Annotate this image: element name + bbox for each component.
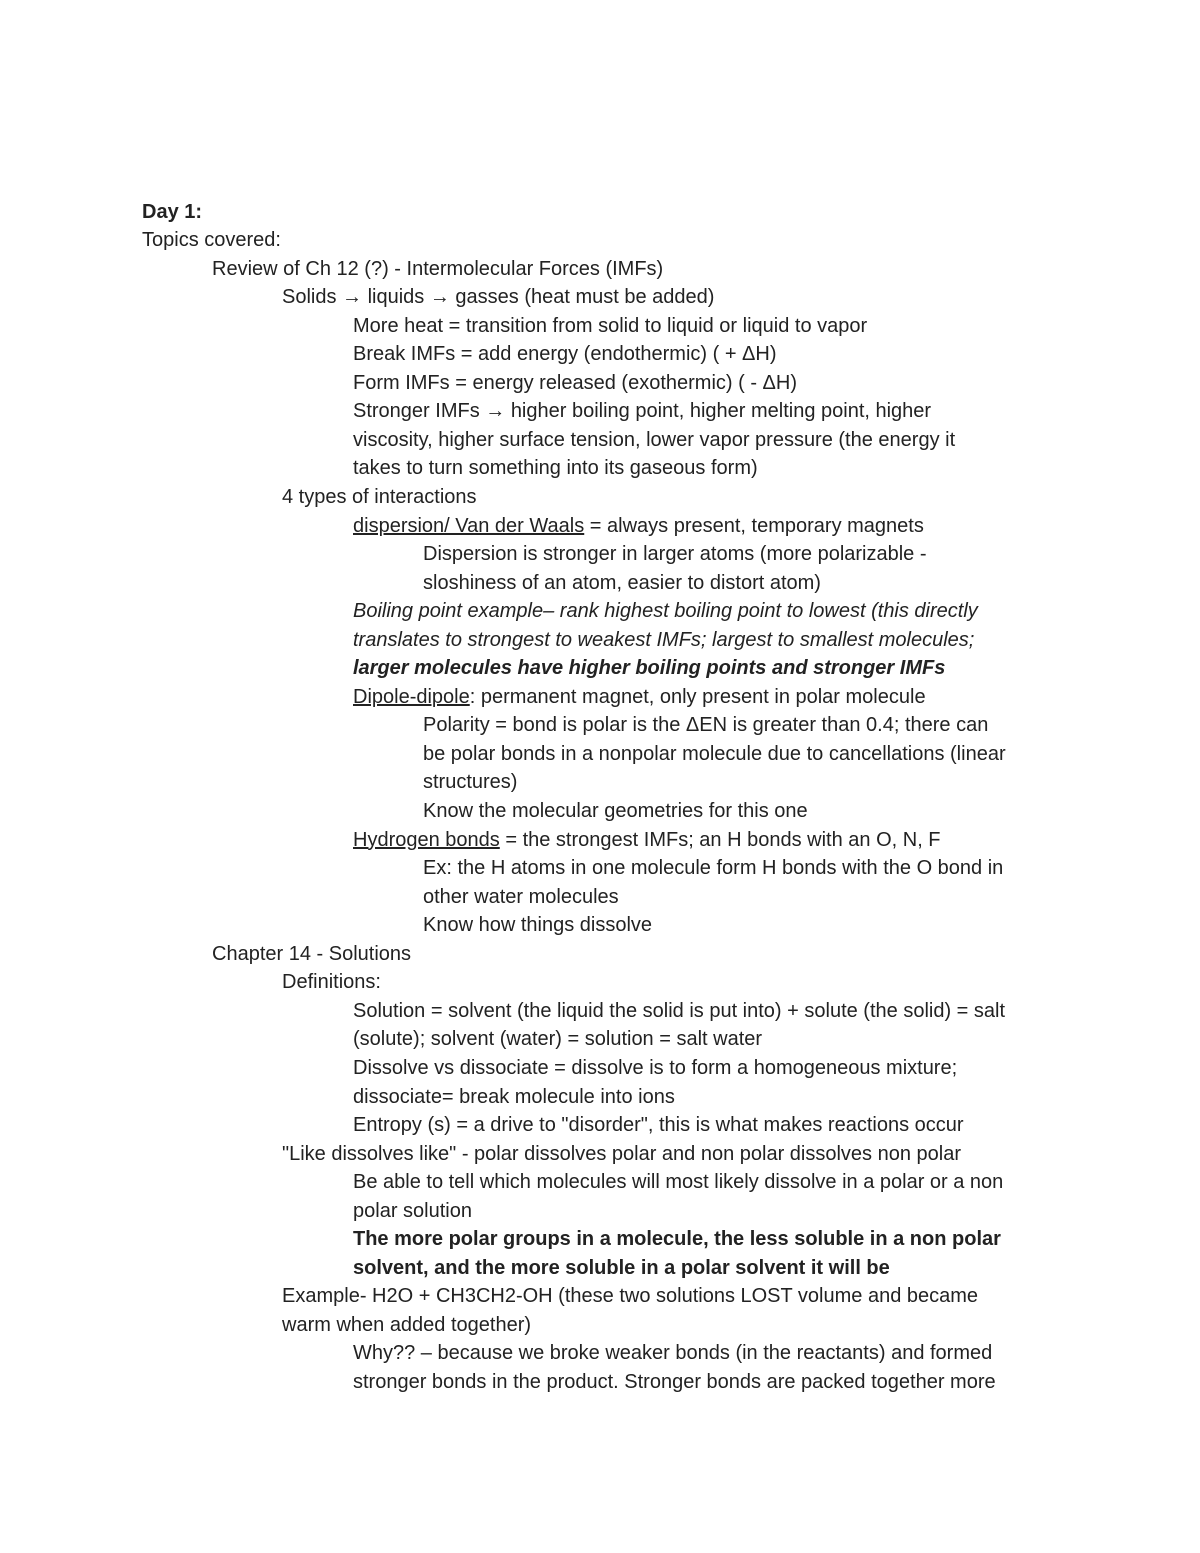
line-body: stronger bonds in the product. Stronger bonds are packed together more <box>353 1371 996 1393</box>
underlined-term: Dipole-dipole <box>353 685 470 708</box>
line-text <box>212 255 663 284</box>
line-body: be polar bonds in a nonpolar molecule due to cancellations (linear <box>423 742 1006 765</box>
line-text <box>282 1311 531 1340</box>
line-text <box>353 1339 992 1368</box>
line-body: Break IMFs = add energy (endothermic) ( + ΔH) <box>353 343 777 366</box>
line-text <box>353 597 978 626</box>
line-text <box>423 711 988 740</box>
line-body: Polarity = bond is polar is the ΔEN is greater than 0.4; there can <box>423 714 989 737</box>
line-text <box>353 1025 762 1054</box>
line-text <box>423 768 517 797</box>
line-body: Solution = solvent (the liquid the solid is put into) + solute (the solid) = salt <box>353 999 1006 1022</box>
line-body: solvent, and the more soluble in a polar solvent it will be <box>353 1256 890 1279</box>
line-text <box>353 654 945 683</box>
line-text <box>353 312 867 341</box>
line-text <box>353 340 777 369</box>
line-text <box>353 426 955 455</box>
line-body: sloshiness of an atom, easier to distort atom) <box>423 571 821 594</box>
line-text <box>282 968 381 997</box>
line-text <box>423 569 821 598</box>
line-body: Know the molecular geometries for this one <box>423 800 808 822</box>
line-body: dissociate= break molecule into ions <box>353 1085 675 1108</box>
line-text <box>353 826 941 855</box>
line-text <box>353 397 931 426</box>
line-body: Why?? – because we broke weaker bonds (in the reactants) and formed <box>353 1342 993 1365</box>
line-body: Ex: the H atoms in one molecule form H bonds with the O bond in <box>423 857 1004 880</box>
underlined-term: Hydrogen bonds <box>353 828 500 851</box>
line-text <box>353 1111 964 1140</box>
line-text <box>423 740 1006 769</box>
line-text <box>353 683 926 712</box>
line-body: "Like dissolves like" - polar dissolves polar and non polar dissolves non polar <box>282 1142 962 1165</box>
line-body: More heat = transition from solid to liquid or liquid to vapor <box>353 314 868 337</box>
line-text <box>282 483 477 512</box>
line-text <box>423 797 808 826</box>
line-body: = the strongest IMFs; an H bonds with an O, N, F <box>499 828 941 851</box>
line-text <box>423 854 1003 883</box>
line-text <box>282 1282 978 1311</box>
page-heading: Day 1: <box>142 201 203 223</box>
line-body: Entropy (s) = a drive to "disorder", this is what makes reactions occur <box>353 1114 964 1137</box>
line-body: Review of Ch 12 (?) - Intermolecular Forces (IMFs) <box>212 257 664 280</box>
line-text <box>212 940 411 969</box>
line-body: 4 types of interactions <box>282 485 477 508</box>
line-body: Solids → liquids → gasses (heat must be added) <box>282 286 715 309</box>
line-text <box>423 540 927 569</box>
line-body: Definitions: <box>282 971 381 994</box>
line-body: warm when added together) <box>282 1313 532 1336</box>
line-text <box>423 883 619 912</box>
line-text <box>282 283 714 312</box>
line-body: structures) <box>423 771 518 794</box>
line-body: Know how things dissolve <box>423 914 653 937</box>
line-text <box>353 454 758 483</box>
line-body: Example- H2O + CH3CH2-OH (these two solutions LOST volume and became <box>282 1285 979 1308</box>
line-text <box>353 1225 1001 1254</box>
line-text <box>353 997 1005 1026</box>
line-body: translates to strongest to weakest IMFs; largest to smallest molecules; <box>353 628 975 651</box>
line-text <box>353 1054 957 1083</box>
line-body: Dissolve vs dissociate = dissolve is to form a homogeneous mixture; <box>353 1056 958 1079</box>
underlined-term: dispersion/ Van der Waals <box>353 514 585 537</box>
line-body: : permanent magnet, only present in polar molecule <box>469 685 926 708</box>
line-body: Stronger IMFs → higher boiling point, higher melting point, higher <box>353 400 932 423</box>
line-text <box>353 512 924 541</box>
line-body: viscosity, higher surface tension, lower vapor pressure (the energy it <box>353 428 956 451</box>
line-body: Be able to tell which molecules will most likely dissolve in a polar or a non <box>353 1171 1004 1194</box>
line-text <box>353 1254 890 1283</box>
line-body: Boiling point example– rank highest boiling point to lowest (this directly <box>353 600 978 623</box>
line-text <box>353 1368 996 1397</box>
line-text <box>353 1197 472 1226</box>
line-body: polar solution <box>353 1199 472 1222</box>
line-text <box>353 626 974 655</box>
line-body: takes to turn something into its gaseous form) <box>353 457 758 480</box>
line-body: larger molecules have higher boiling points and stronger IMFs <box>353 657 946 680</box>
line-body: Dispersion is stronger in larger atoms (more polarizable - <box>423 543 927 566</box>
line-body: The more polar groups in a molecule, the less soluble in a non polar <box>353 1228 1001 1251</box>
line-text <box>142 226 281 255</box>
line-body: = always present, temporary magnets <box>584 514 924 537</box>
line-text <box>353 369 797 398</box>
line-body: Form IMFs = energy released (exothermic) ( - ΔH) <box>353 371 798 394</box>
line-text <box>423 911 652 940</box>
line-body: Chapter 14 - Solutions <box>212 942 412 965</box>
line-text <box>353 1168 1003 1197</box>
line-text <box>353 1083 675 1112</box>
line-body: (solute); solvent (water) = solution = salt water <box>353 1028 763 1051</box>
line-body: Topics covered: <box>142 229 281 251</box>
line-text <box>282 1140 961 1169</box>
line-body: other water molecules <box>423 885 619 908</box>
